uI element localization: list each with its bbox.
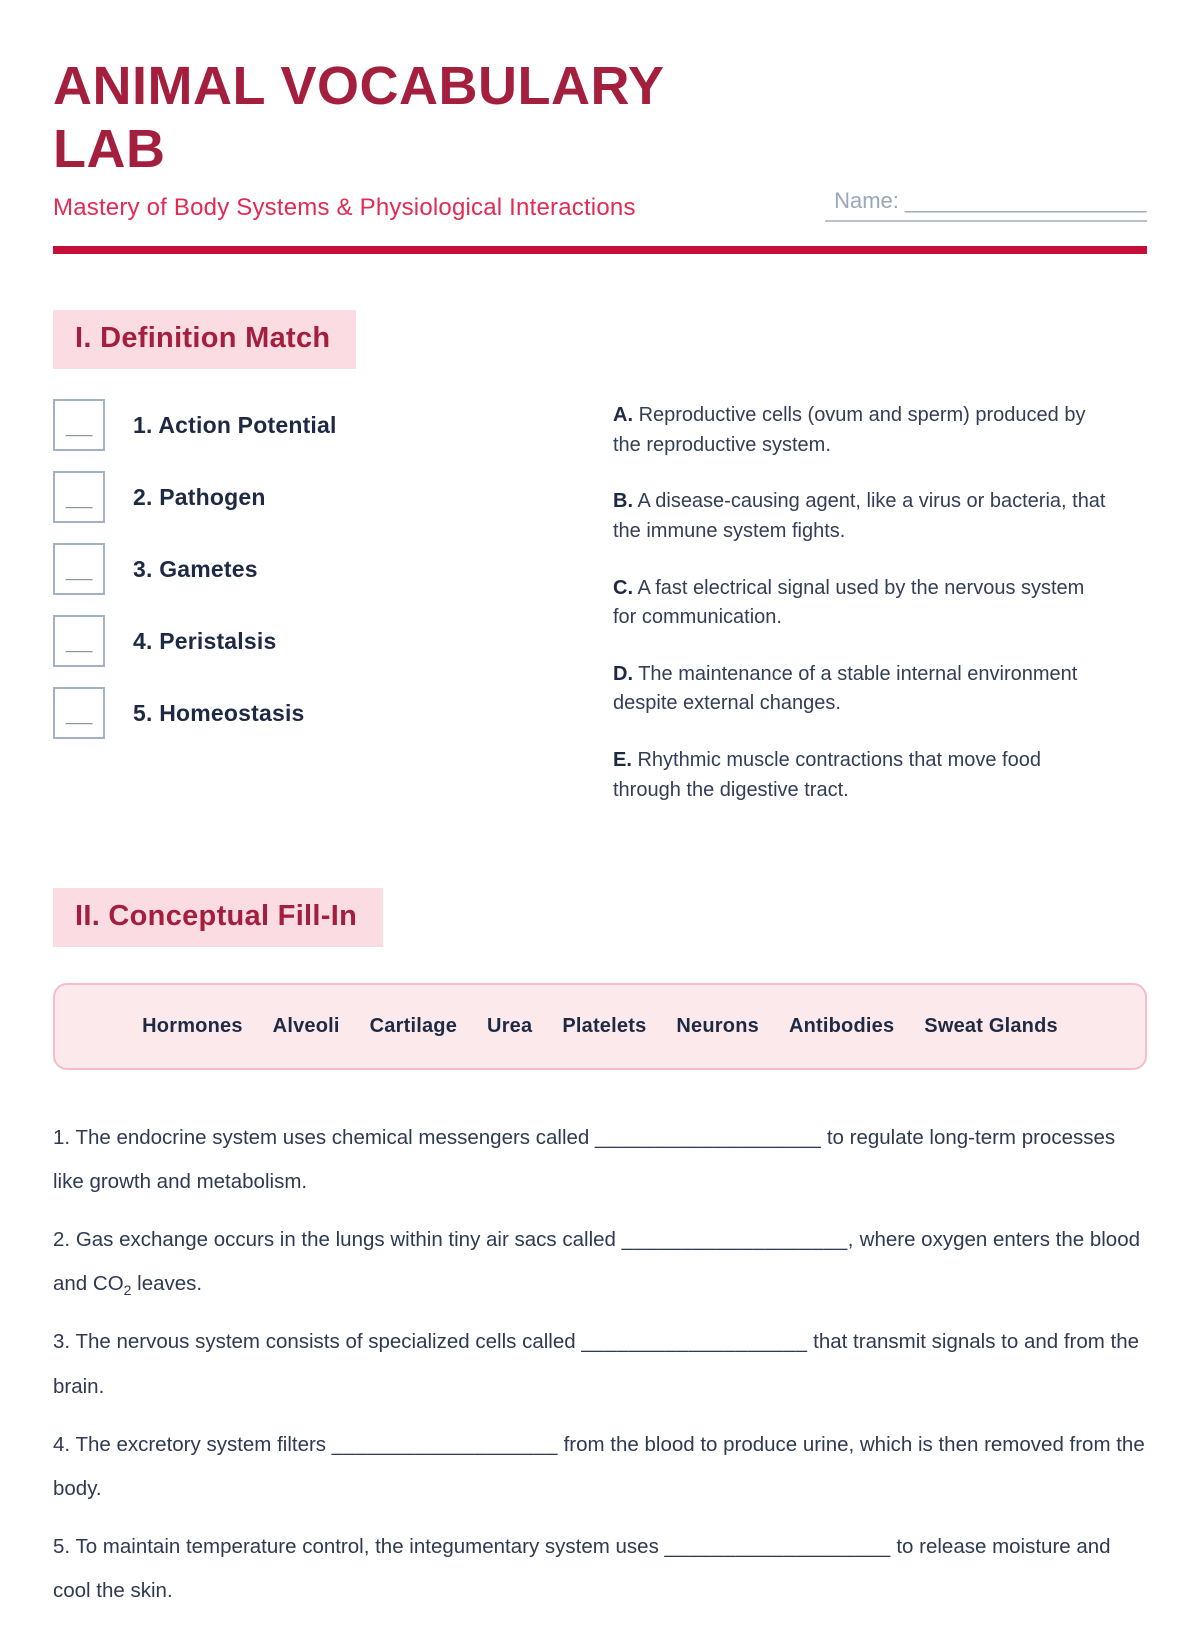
answer-box-blank: ___ xyxy=(65,565,93,583)
question-text-post: where oxygen enters the blood and CO xyxy=(53,1228,1141,1296)
answer-box-2[interactable] xyxy=(53,471,105,523)
term-row-3 xyxy=(53,543,613,595)
definition-c xyxy=(613,574,1113,633)
answer-box-1[interactable] xyxy=(53,399,105,451)
word-bank-item-platelets: Platelets xyxy=(562,1015,647,1038)
question-text-post: to release moisture and cool the skin. xyxy=(53,1534,1111,1602)
term-label-3 xyxy=(133,556,258,583)
name-label: Name: xyxy=(834,188,899,214)
question-text-pre: The nervous system consists of specialized cells called xyxy=(75,1330,576,1354)
word-bank-item-antibodies: Antibodies xyxy=(788,1015,895,1038)
term-row-4 xyxy=(53,615,613,667)
header xyxy=(53,55,1147,222)
word-bank-item-hormones: Hormones xyxy=(142,1015,243,1038)
page-subtitle: Mastery of Body Systems & Physiological Interactions xyxy=(53,194,636,222)
question-text-pre: The excretory system filters xyxy=(75,1432,327,1456)
question-number: 2. xyxy=(53,1228,71,1252)
definition-text: A disease-causing agent, like a virus or bacteria, that the immune system fights. xyxy=(613,490,1106,543)
fill-in-questions xyxy=(53,1116,1147,1613)
definition-letter: C. xyxy=(613,576,633,599)
definition-b xyxy=(613,487,1113,546)
section-definition-match xyxy=(53,254,1147,832)
fill-in-blank-3[interactable]: ___________________ xyxy=(581,1330,808,1354)
question-4 xyxy=(53,1423,1147,1511)
question-text-pre: The endocrine system uses chemical messengers called xyxy=(75,1126,590,1150)
word-bank-item-neurons: Neurons xyxy=(676,1015,759,1038)
definition-letter: B. xyxy=(613,490,633,513)
question-text-pre: To maintain temperature control, the integumentary system uses xyxy=(75,1534,659,1558)
answer-box-5[interactable] xyxy=(53,687,105,739)
question-text-post: from the blood to produce urine, which is then removed from the body. xyxy=(53,1432,1145,1500)
fill-in-blank-4[interactable]: ___________________ xyxy=(331,1432,558,1456)
word-bank-item-alveoli: Alveoli xyxy=(272,1015,340,1038)
definition-e xyxy=(613,746,1113,805)
name-field[interactable] xyxy=(825,188,1147,222)
definition-text: The maintenance of a stable internal environment despite external changes. xyxy=(613,662,1078,715)
term-number: 2. xyxy=(133,483,153,510)
question-1 xyxy=(53,1116,1147,1204)
term-text: Homeostasis xyxy=(159,699,305,726)
answer-box-blank: ___ xyxy=(65,493,93,511)
definition-letter: E. xyxy=(613,749,632,771)
question-3 xyxy=(53,1320,1147,1408)
question-number: 1. xyxy=(53,1126,71,1150)
word-bank-item-urea: Urea xyxy=(487,1015,533,1038)
term-label-4 xyxy=(133,628,276,655)
definition-text: A fast electrical signal used by the nervous system for communication. xyxy=(613,576,1085,629)
word-bank-item-cartilage: Cartilage xyxy=(369,1015,458,1038)
question-number: 5. xyxy=(53,1534,71,1558)
section-conceptual-fill-in xyxy=(53,832,1147,1613)
term-text: Pathogen xyxy=(159,483,266,510)
fill-in-blank-1[interactable]: ___________________ xyxy=(595,1126,822,1150)
term-number: 5. xyxy=(133,699,153,726)
definition-text: Rhythmic muscle contractions that move food through the digestive tract. xyxy=(613,749,1041,801)
term-row-1 xyxy=(53,399,613,451)
answer-box-3[interactable] xyxy=(53,543,105,595)
section1-heading: I. Definition Match xyxy=(53,310,356,369)
answer-box-blank: ___ xyxy=(65,637,93,655)
question-text-tail: leaves. xyxy=(131,1272,203,1296)
term-row-5 xyxy=(53,687,613,739)
term-label-2 xyxy=(133,484,266,511)
definition-a xyxy=(613,401,1113,460)
match-grid xyxy=(53,399,1147,832)
question-subscript: 2 xyxy=(123,1282,132,1299)
header-left xyxy=(53,55,665,222)
term-number: 4. xyxy=(133,627,153,654)
title-line-1: ANIMAL VOCABULARY xyxy=(53,56,665,116)
word-bank-item-sweat-glands: Sweat Glands xyxy=(924,1015,1058,1038)
term-label-1 xyxy=(133,412,337,439)
question-2 xyxy=(53,1218,1147,1306)
answer-box-4[interactable] xyxy=(53,615,105,667)
fill-in-blank-5[interactable]: ___________________ xyxy=(664,1534,891,1558)
answer-box-blank: ___ xyxy=(65,709,93,727)
term-text: Gametes xyxy=(159,555,258,582)
question-text-post: to regulate long-term processes like growth and metabolism. xyxy=(53,1126,1116,1194)
definition-text: Reproductive cells (ovum and sperm) produced by the reproductive system. xyxy=(613,404,1086,456)
header-divider-rule xyxy=(53,246,1147,254)
fill-in-blank-2[interactable]: ___________________, xyxy=(621,1228,854,1252)
term-number: 1. xyxy=(133,411,153,438)
definitions-column xyxy=(613,399,1147,832)
term-text: Peristalsis xyxy=(159,627,277,654)
name-blank-line[interactable]: ___________________ xyxy=(905,188,1147,214)
term-text: Action Potential xyxy=(158,411,337,438)
terms-column xyxy=(53,399,613,832)
question-number: 4. xyxy=(53,1432,71,1456)
definition-letter: A. xyxy=(613,404,633,427)
word-bank xyxy=(53,983,1147,1070)
question-text-post: that transmit signals to and from the brain. xyxy=(53,1330,1140,1398)
answer-box-blank: ___ xyxy=(65,421,93,439)
section2-heading: II. Conceptual Fill-In xyxy=(53,888,383,947)
question-number: 3. xyxy=(53,1330,71,1354)
term-label-5 xyxy=(133,700,305,727)
title-line-2: LAB xyxy=(53,118,166,179)
term-row-2 xyxy=(53,471,613,523)
page-title xyxy=(53,55,665,180)
term-number: 3. xyxy=(133,555,153,582)
definition-d xyxy=(613,660,1113,719)
question-text-pre: Gas exchange occurs in the lungs within tiny air sacs called xyxy=(75,1228,616,1252)
definition-letter: D. xyxy=(613,662,633,685)
